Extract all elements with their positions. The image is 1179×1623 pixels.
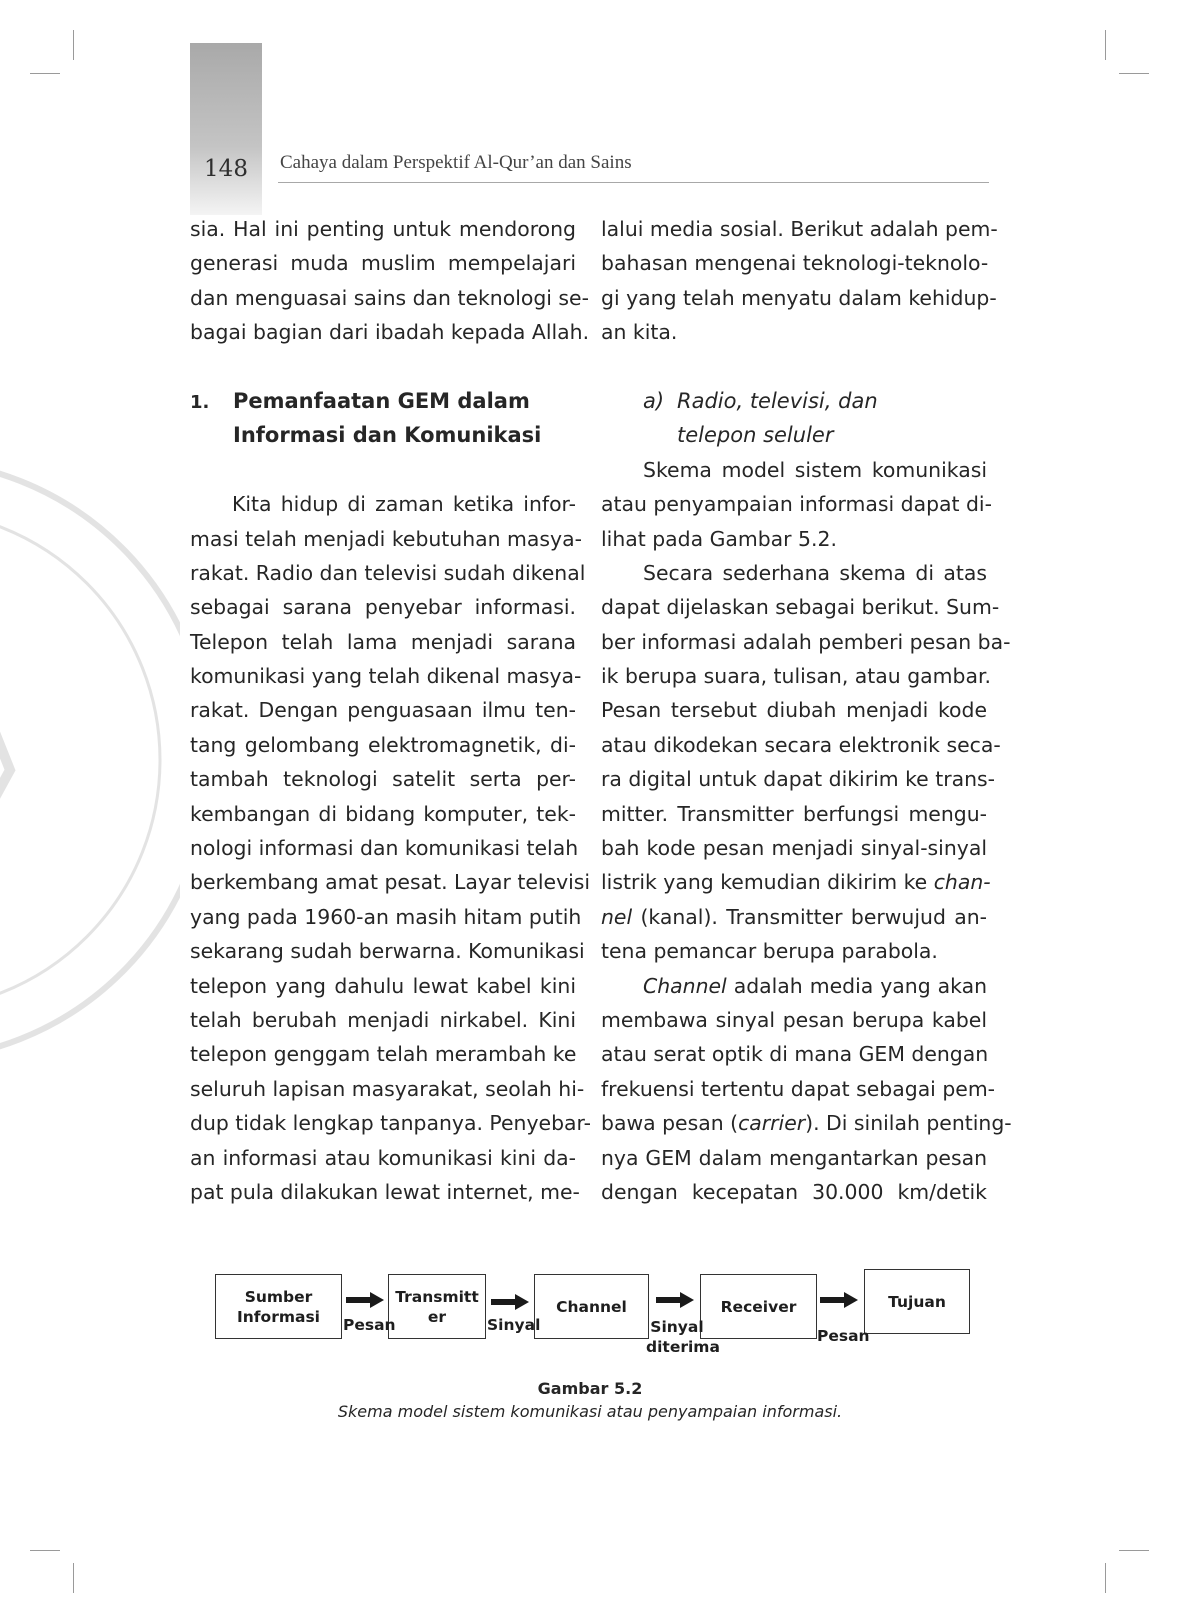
text-line: an kita. <box>601 320 678 345</box>
arrow-right-icon <box>820 1292 858 1308</box>
section-heading <box>190 384 576 418</box>
crop-mark <box>30 73 60 74</box>
text-run: bawa pesan ( <box>601 1111 739 1136</box>
text-line <box>601 900 987 934</box>
running-title: Cahaya dalam Perspektif Al-Qur’an dan Sains <box>280 152 632 173</box>
text-line: tena pemancar berupa parabola. <box>601 939 938 964</box>
italic-term: nel <box>601 904 633 929</box>
page-number: 148 <box>204 156 248 182</box>
figure-title: Gambar 5.2 <box>537 1379 643 1398</box>
text-line: dengan kecepatan 30.000 km/detik <box>601 1179 987 1204</box>
text-line: lalui media sosial. Berikut adalah pem- <box>601 217 998 241</box>
arrow-right-icon <box>346 1292 384 1308</box>
text-line: atau penyampaian informasi dapat di- <box>601 492 992 517</box>
text-line: telepon genggam telah merambah ke <box>190 1042 577 1067</box>
text-line: Pesan tersebut diubah menjadi kode <box>601 698 987 723</box>
text-run: listrik yang kemudian dikirim ke <box>601 870 928 895</box>
diagram-box-sumber-informasi: Sumber Informasi <box>215 1274 342 1339</box>
text-line: an informasi atau komunikasi kini da- <box>190 1145 576 1170</box>
subsection-heading <box>601 384 987 418</box>
text-line: ra digital untuk dapat dikirim ke trans- <box>601 767 995 792</box>
diagram-label-pesan: Pesan <box>343 1316 396 1334</box>
text-line: sia. Hal ini penting untuk mendorong <box>190 217 576 241</box>
left-column <box>190 212 591 1209</box>
diagram-box-transmitter: Transmitt er <box>388 1274 486 1339</box>
text-line: masi telah menjadi kebutuhan masya- <box>190 526 582 551</box>
text-line: bahasan mengenai teknologi-teknolo- <box>601 251 989 276</box>
subsection-label: a) <box>643 388 665 413</box>
text-line: dapat dijelaskan sebagai berikut. Sum- <box>601 595 1000 620</box>
text-line: ber informasi adalah pemberi pesan ba- <box>601 629 1011 654</box>
text-line: yang pada 1960-an masih hitam putih <box>190 904 582 929</box>
crop-mark <box>73 30 74 60</box>
arrow-right-icon <box>656 1292 694 1308</box>
text-line: dan menguasai sains dan teknologi se- <box>190 285 589 310</box>
subsection-title: Radio, televisi, dan <box>677 388 878 413</box>
text-line: bah kode pesan menjadi sinyal-sinyal <box>601 836 987 861</box>
diagram-label-pesan: Pesan <box>817 1327 870 1345</box>
text-line: gi yang telah menyatu dalam kehidup- <box>601 285 997 310</box>
text-line: seluruh lapisan masyarakat, seolah hi- <box>190 1076 585 1101</box>
text-line: Kita hidup di zaman ketika infor- <box>232 492 576 517</box>
text-line: kembangan di bidang komputer, tek- <box>190 801 576 826</box>
italic-term: carrier <box>738 1111 806 1136</box>
watermark-seal-icon <box>0 430 180 1090</box>
text-line: nologi informasi dan komunikasi telah <box>190 836 579 861</box>
text-line: komunikasi yang telah dikenal masya- <box>190 664 582 689</box>
text-line: sebagai sarana penyebar informasi. <box>190 595 576 620</box>
text-line <box>601 969 987 1003</box>
text-line: Secara sederhana skema di atas <box>643 560 987 585</box>
header-rule <box>278 182 989 183</box>
text-line: tang gelombang elektromagnetik, di- <box>190 732 576 757</box>
crop-mark <box>1105 1563 1106 1593</box>
text-line: bagai bagian dari ibadah kepada Allah. <box>190 320 590 345</box>
diagram-label-sinyal: Sinyal <box>487 1316 541 1334</box>
italic-term: Channel <box>643 973 727 998</box>
section-number: 1. <box>190 391 210 413</box>
text-line: frekuensi tertentu dapat sebagai pem- <box>601 1076 996 1101</box>
italic-term: chan- <box>933 870 991 895</box>
subsection-title: telepon seluler <box>677 423 834 448</box>
diagram-label-sinyal-diterima: Sinyal diterima <box>646 1318 720 1356</box>
figure-caption: Skema model sistem komunikasi atau penyampaian informasi. <box>337 1402 843 1421</box>
header-tab <box>190 43 262 215</box>
text-line: ik berupa suara, tulisan, atau gambar. <box>601 664 991 689</box>
right-column <box>601 212 1012 1209</box>
section-title: Pemanfaatan GEM dalam <box>233 388 530 413</box>
section-title: Informasi dan Komunikasi <box>233 423 542 448</box>
text-line: pat pula dilakukan lewat internet, me- <box>190 1179 580 1204</box>
text-line: generasi muda muslim mempelajari <box>190 251 576 276</box>
arrow-right-icon <box>491 1294 529 1310</box>
crop-mark <box>1105 30 1106 60</box>
text-run: (kanal). Transmitter berwujud an- <box>632 904 987 929</box>
text-line <box>601 1106 1012 1140</box>
text-line: telepon yang dahulu lewat kabel kini <box>190 973 576 998</box>
text-line: Skema model sistem komunikasi <box>643 457 987 482</box>
diagram-box-receiver: Receiver <box>700 1274 817 1339</box>
text-line: lihat pada Gambar 5.2. <box>601 526 837 551</box>
crop-mark <box>73 1563 74 1593</box>
crop-mark <box>30 1550 60 1551</box>
crop-mark <box>1119 1550 1149 1551</box>
diagram-box-channel: Channel <box>534 1274 649 1339</box>
text-line: atau dikodekan secara elektronik seca- <box>601 732 1001 757</box>
text-line: mitter. Transmitter berfungsi mengu- <box>601 801 987 826</box>
text-line: telah berubah menjadi nirkabel. Kini <box>190 1007 576 1032</box>
communication-diagram <box>210 1265 980 1365</box>
text-line: Telepon telah lama menjadi sarana <box>190 629 576 654</box>
text-line: rakat. Radio dan televisi sudah dikenal <box>190 560 586 585</box>
text-line: atau serat optik di mana GEM dengan <box>601 1042 989 1067</box>
text-run: ). Di sinilah penting- <box>805 1111 1012 1136</box>
text-line: dup tidak lengkap tanpanya. Penyebar- <box>190 1111 591 1136</box>
text-line: tambah teknologi satelit serta per- <box>190 767 576 792</box>
diagram-box-tujuan: Tujuan <box>864 1269 970 1334</box>
text-line: nya GEM dalam mengantarkan pesan <box>601 1145 987 1170</box>
text-line: rakat. Dengan penguasaan ilmu ten- <box>190 698 576 723</box>
text-run: adalah media yang akan <box>726 973 987 998</box>
text-line: membawa sinyal pesan berupa kabel <box>601 1007 987 1032</box>
text-line <box>601 865 991 899</box>
crop-mark <box>1119 73 1149 74</box>
text-line: sekarang sudah berwarna. Komunikasi <box>190 939 585 964</box>
text-line: berkembang amat pesat. Layar televisi <box>190 870 591 895</box>
